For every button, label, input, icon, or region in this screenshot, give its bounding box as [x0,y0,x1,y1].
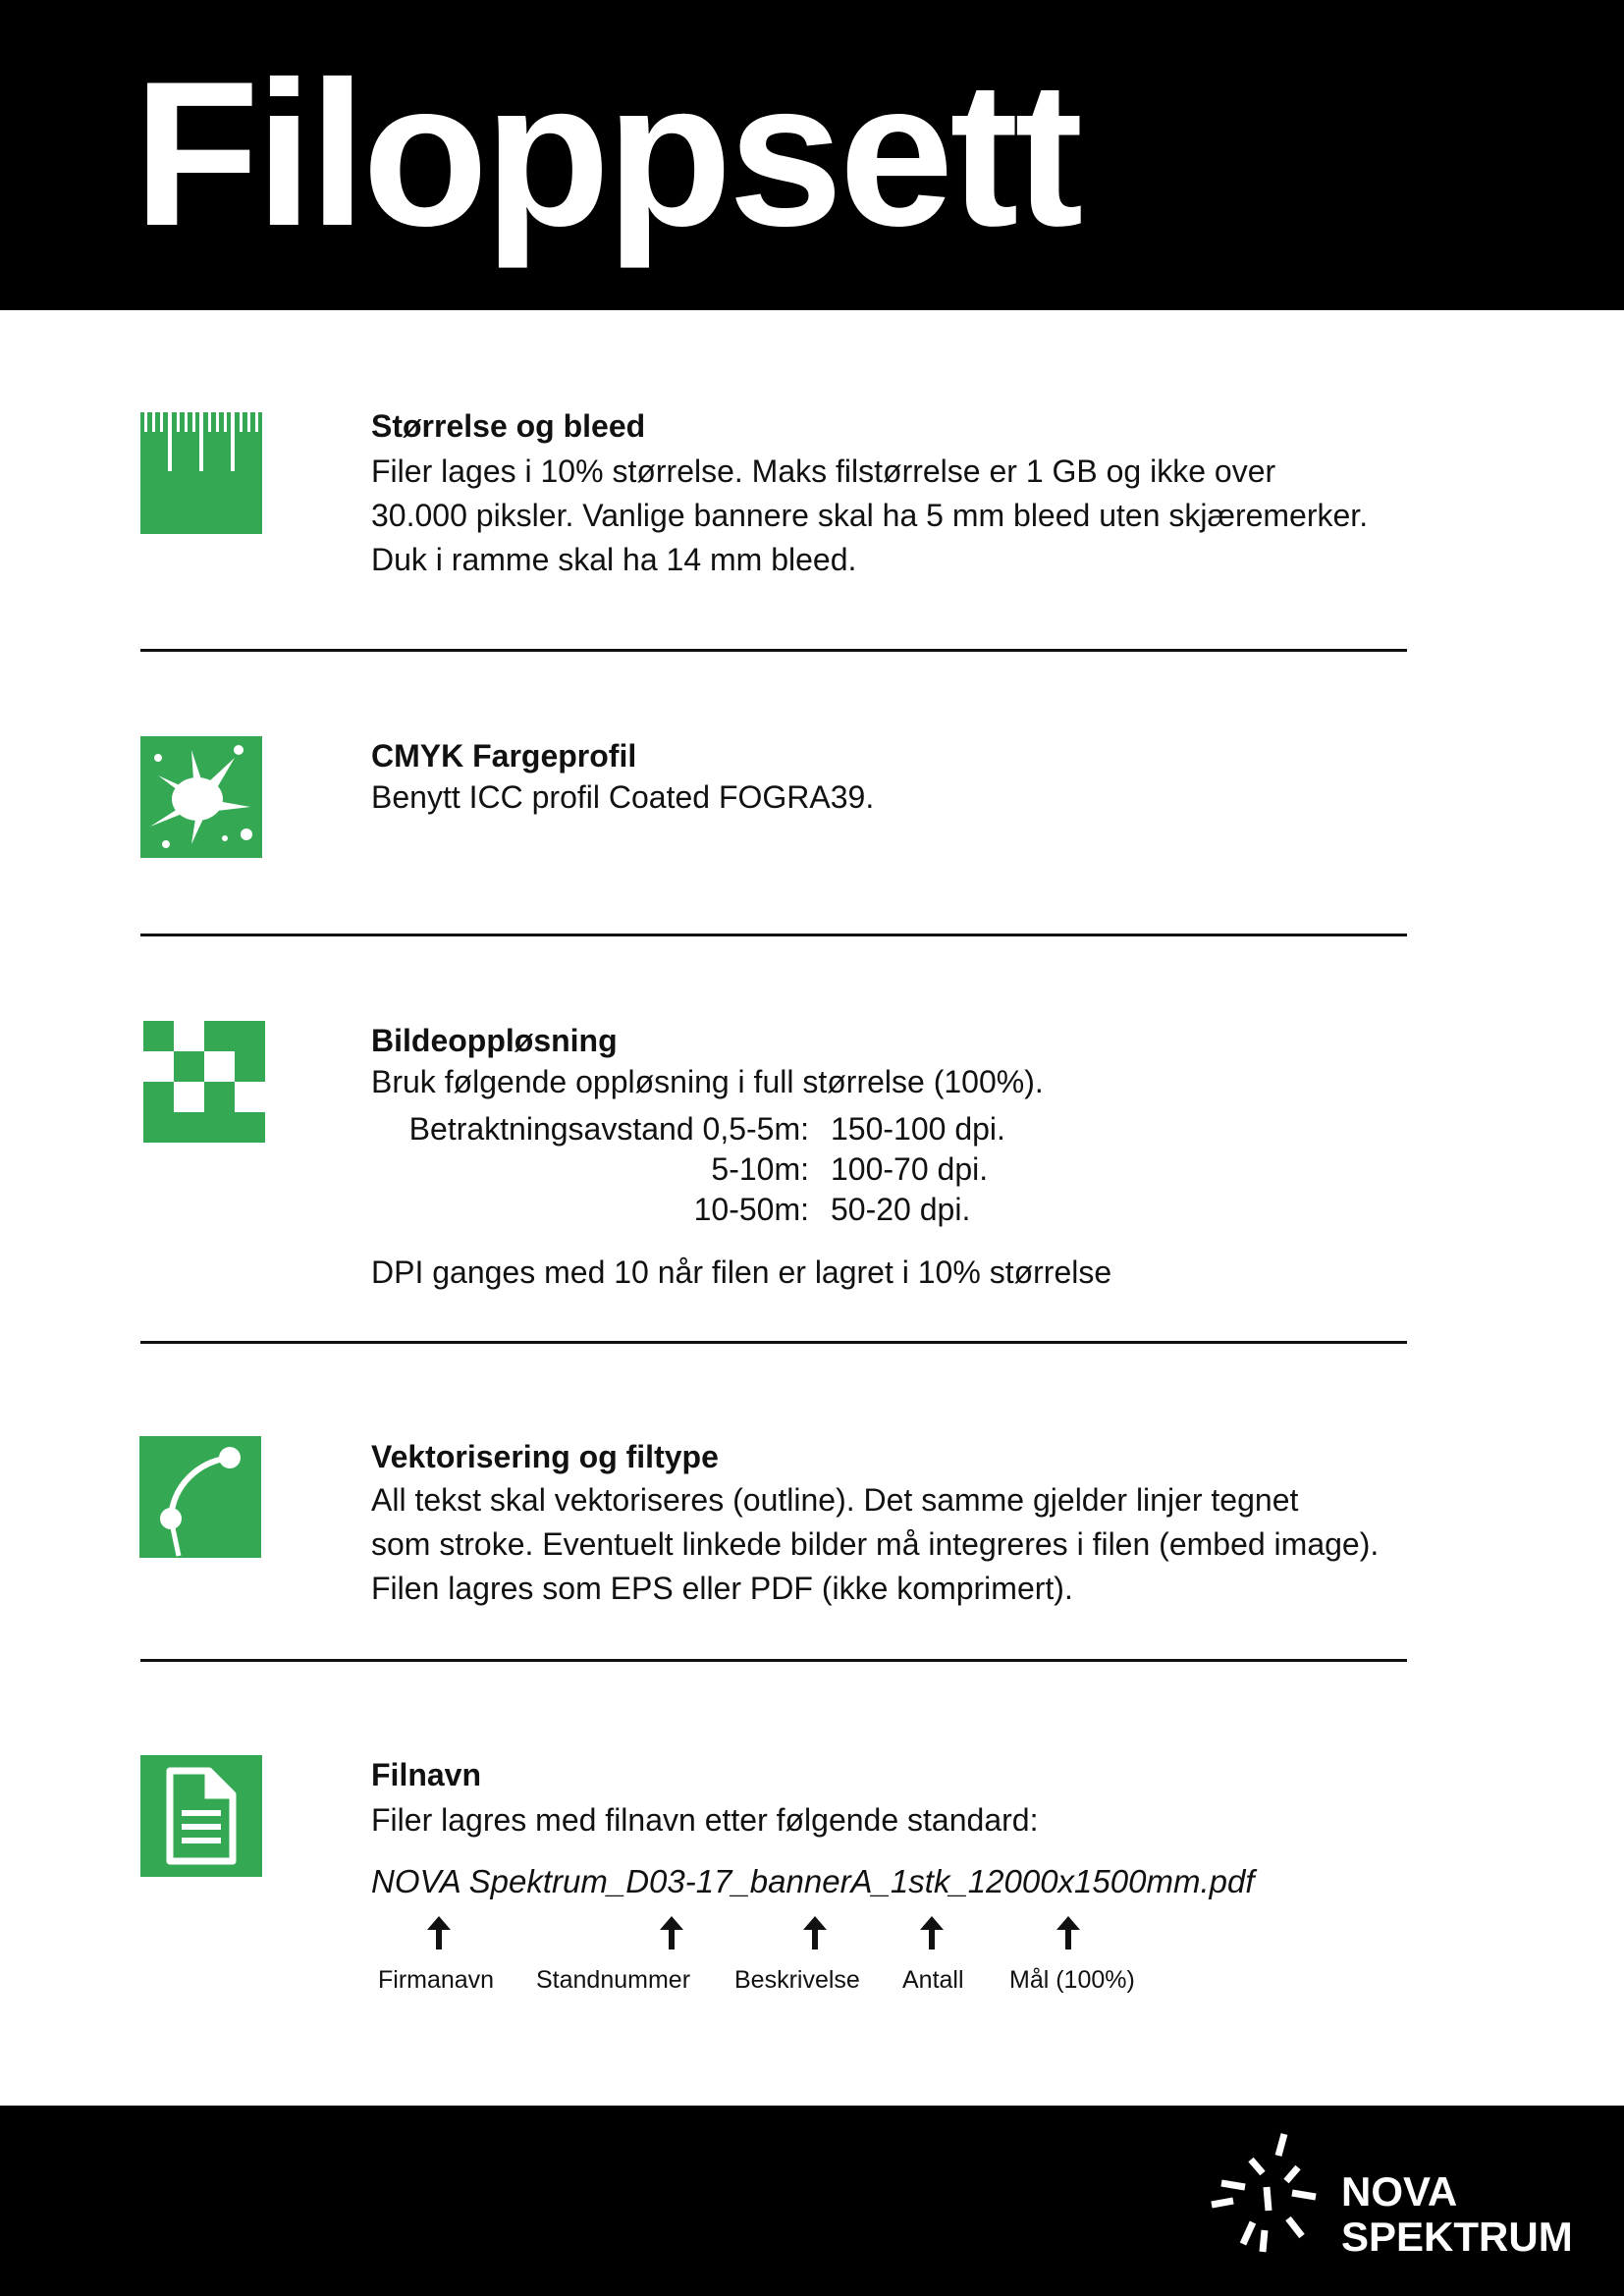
logo-line-spektrum: SPEKTRUM [1341,2214,1573,2260]
filename-part-stand: Standnummer [536,1966,691,1994]
text-line: Duk i ramme skal ha 14 mm bleed. [371,542,857,577]
section-divider [140,1341,1407,1344]
dpi-value: 100-70 dpi. [831,1151,989,1187]
text-line: All tekst skal vektoriseres (outline). Det samme gjelder linjer tegnet [371,1482,1299,1518]
filename-part-quantity: Antall [902,1966,964,1994]
section-body-resolution [371,1060,1490,1104]
table-row [371,1109,809,1148]
text-line: 30.000 piksler. Vanlige bannere skal ha 5 mm bleed uten skjæremerker. [371,498,1369,533]
text-line: Bruk følgende oppløsning i full størrelse (100%). [371,1064,1044,1099]
page-title: Filoppsett [134,38,1080,269]
dpi-value: 150-100 dpi. [831,1111,1005,1147]
filename-part-company: Firmanavn [378,1966,495,1994]
arrow-up-icon [1056,1916,1080,1949]
example-filename: NOVA Spektrum_D03-17_bannerA_1stk_12000x1500mm.pdf [371,1863,1255,1899]
text-line: som stroke. Eventuelt linkede bilder må integreres i filen (embed image). [371,1526,1380,1562]
section-body-vector [371,1478,1490,1611]
distance-label: 10-50m: [693,1192,809,1227]
table-row [371,1149,809,1189]
section-title-size-bleed: Størrelse og bleed [371,408,646,444]
text-line: Benytt ICC profil Coated FOGRA39. [371,779,875,815]
ruler-icon [140,412,262,534]
table-row [371,1190,809,1229]
section-divider [140,934,1407,936]
arrow-up-icon [660,1916,683,1949]
document-icon [140,1755,262,1877]
text-line: Filer lagres med filnavn etter følgende standard: [371,1802,1039,1838]
distance-label: 5-10m: [711,1151,809,1187]
section-body-cmyk [371,775,1490,820]
vector-curve-icon [139,1436,261,1558]
section-title-resolution: Bildeoppløsning [371,1023,618,1058]
arrow-up-icon [803,1916,827,1949]
section-divider [140,649,1407,652]
paint-splash-icon [140,736,262,858]
nova-spektrum-logo [1208,2128,1600,2275]
resolution-note: DPI ganges med 10 når filen er lagret i 10% størrelse [371,1255,1112,1290]
logo-wordmark [1341,2169,1573,2260]
section-title-vector: Vektorisering og filtype [371,1439,719,1474]
dpi-value: 50-20 dpi. [831,1192,971,1227]
filename-part-description: Beskrivelse [734,1966,860,1994]
section-title-filename: Filnavn [371,1757,482,1792]
section-body-size-bleed [371,450,1490,582]
page-header [0,0,1624,310]
section-divider [140,1659,1407,1662]
section-body-filename [371,1798,1490,1842]
text-line: Filer lages i 10% størrelse. Maks filstørrelse er 1 GB og ikke over [371,454,1276,489]
arrow-up-icon [427,1916,451,1949]
text-line: Filen lagres som EPS eller PDF (ikke komprimert). [371,1571,1073,1606]
arrow-up-icon [920,1916,944,1949]
checkerboard-icon [143,1021,265,1143]
distance-label: Betraktningsavstand 0,5-5m: [408,1111,809,1147]
logo-line-nova: NOVA [1341,2168,1458,2215]
section-title-cmyk: CMYK Fargeprofil [371,738,637,774]
filename-part-size: Mål (100%) [1009,1966,1135,1994]
starburst-icon [1208,2128,1335,2275]
